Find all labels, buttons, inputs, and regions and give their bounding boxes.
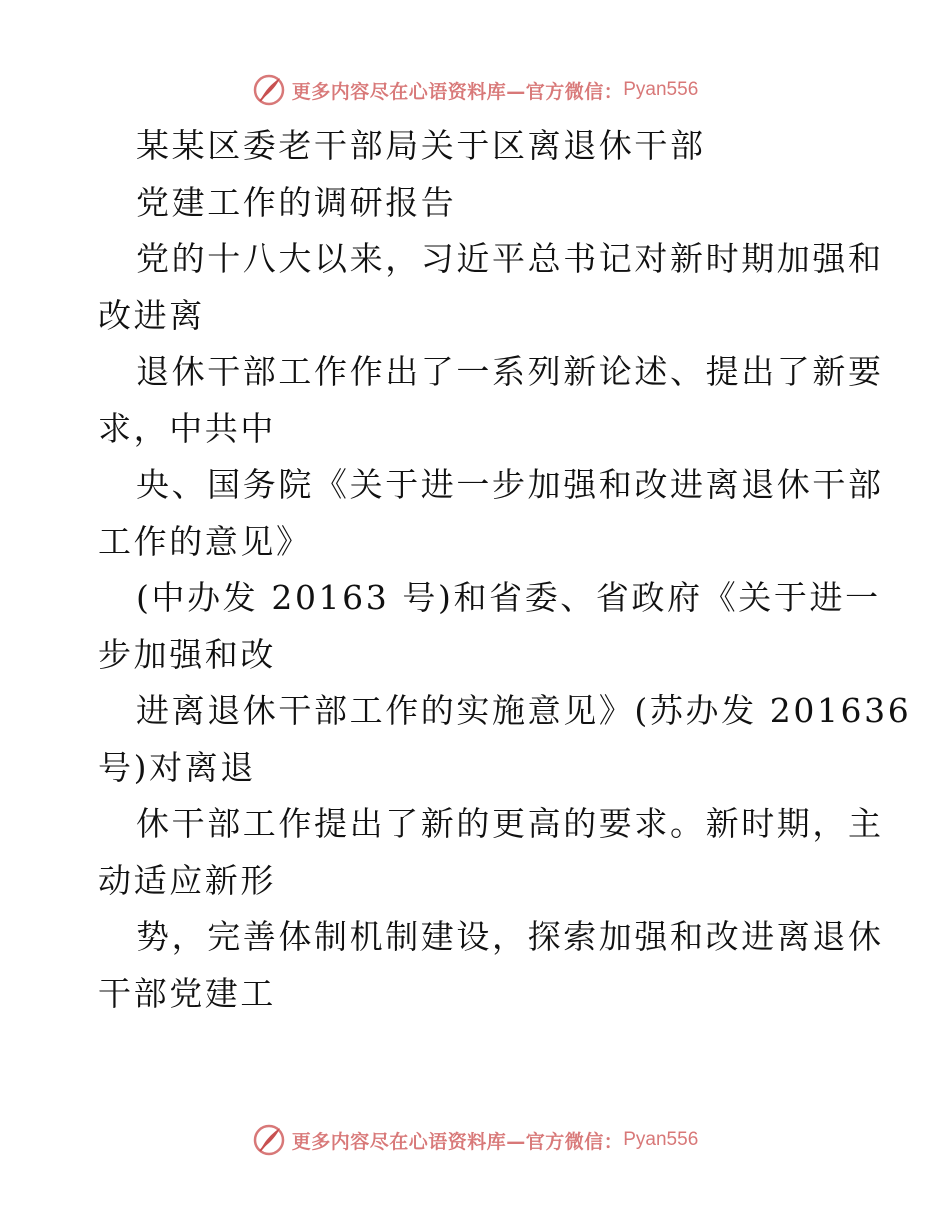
- document-body: [98, 118, 912, 1022]
- watermark-wechat-id: Pyan556: [623, 79, 699, 100]
- paragraph-line: 工作的意见》: [98, 521, 312, 561]
- paragraph-line: 号)对离退: [98, 747, 256, 787]
- paragraph-line: 求，中共中: [98, 408, 276, 448]
- paragraph-line: 央、国务院《关于进一步加强和改进离退休干部: [136, 465, 884, 504]
- paragraph-line: 动适应新形: [98, 860, 276, 900]
- paragraph-line: 党的十八大以来，习近平总书记对新时期加强和: [136, 239, 884, 278]
- paragraph-line: 进离退休干部工作的实施意见》(苏办发 201636: [136, 691, 912, 730]
- paragraph-line: 改进离: [98, 295, 205, 335]
- feather-pen-logo-icon: [252, 1123, 286, 1157]
- paragraph-line: 休干部工作提出了新的更高的要求。新时期，主: [136, 804, 884, 843]
- paragraph-line: (中办发 20163 号)和省委、省政府《关于进一: [136, 578, 881, 617]
- paragraph-line: 干部党建工: [98, 973, 276, 1013]
- watermark-text: 更多内容尽在心语资料库—官方微信：: [291, 1130, 624, 1153]
- paragraph-line: 势，完善体制机制建设，探索加强和改进离退休: [136, 917, 884, 956]
- footer-watermark: [0, 1120, 950, 1160]
- watermark-wechat-id: Pyan556: [623, 1129, 699, 1150]
- document-title-line-2: 党建工作的调研报告: [136, 182, 457, 222]
- header-watermark: [0, 70, 950, 110]
- paragraph-line: 退休干部工作作出了一系列新论述、提出了新要: [136, 352, 884, 391]
- feather-pen-logo-icon: [252, 73, 286, 107]
- watermark-text: 更多内容尽在心语资料库—官方微信：: [291, 80, 624, 103]
- document-title-line-1: 某某区委老干部局关于区离退休干部: [136, 126, 706, 165]
- paragraph-line: 步加强和改: [98, 634, 276, 674]
